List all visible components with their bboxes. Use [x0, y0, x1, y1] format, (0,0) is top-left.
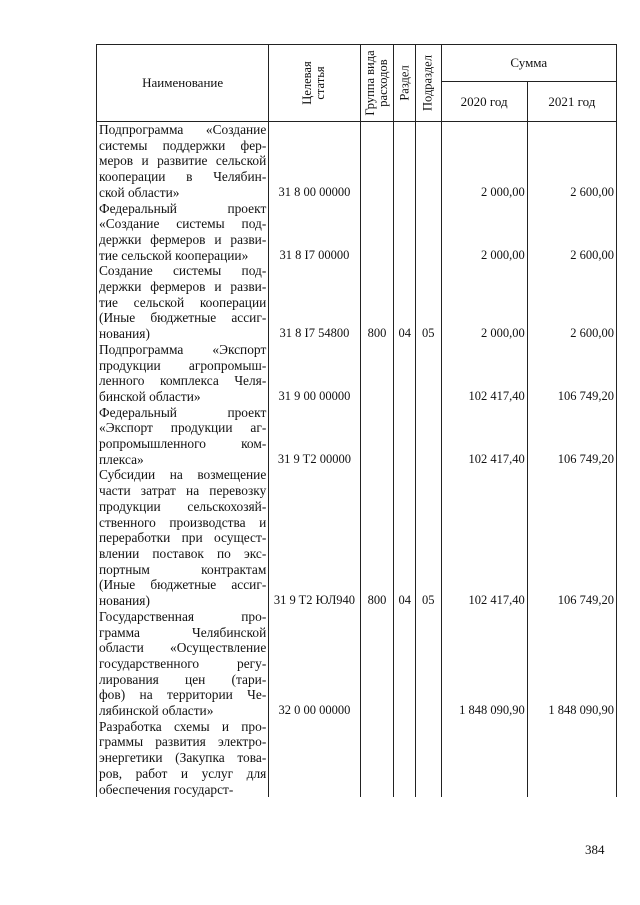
header-subsection: Подраздел: [415, 45, 441, 122]
table-row: [97, 342, 617, 405]
row-target-article: 32 0 00 00000: [269, 609, 360, 719]
header-year-2020: 2020 год: [441, 82, 527, 122]
table-header: [97, 45, 617, 122]
row-name: [97, 405, 269, 468]
row-name-line: Подпрограмма «Создание: [99, 122, 267, 137]
row-name-line: держки фермеров и разви-: [99, 279, 267, 295]
row-name-line: переработки при осущест-: [99, 530, 267, 546]
row-expense-group: [360, 201, 394, 264]
row-name-line: грамма Челябинской: [99, 624, 267, 640]
header-sum: Сумма: [441, 45, 616, 82]
row-subsection: [415, 609, 441, 719]
row-section: [394, 405, 416, 468]
row-name-line: Подпрограмма «Экспорт: [99, 341, 267, 357]
row-name-line: меров и развитие сельской: [99, 153, 267, 169]
row-name-line: тие сельской кооперации»: [99, 247, 249, 263]
row-target-article: 31 8 I7 00000: [269, 201, 360, 264]
row-section: 04: [394, 467, 416, 608]
row-name-line: «Создание системы под-: [99, 216, 267, 232]
header-expense-group: Группа вида расходов: [360, 45, 394, 122]
row-expense-group: [360, 122, 394, 201]
row-sum-2020: 2 000,00: [441, 201, 527, 264]
row-target-article: 31 8 I7 54800: [269, 263, 360, 342]
row-sum-2021: 2 600,00: [527, 263, 616, 342]
row-target-article: [269, 719, 360, 798]
row-name: [97, 263, 269, 342]
row-expense-group: [360, 609, 394, 719]
row-section: [394, 122, 416, 201]
row-section: [394, 342, 416, 405]
row-name-line: портным контрактам: [99, 561, 267, 577]
row-sum-2020: 102 417,40: [441, 467, 527, 608]
row-subsection: [415, 719, 441, 798]
row-sum-2021: [527, 719, 616, 798]
table-row: [97, 122, 617, 201]
row-name-line: Федеральный проект: [99, 200, 267, 216]
row-sum-2020: 2 000,00: [441, 122, 527, 201]
row-name-line: держки фермеров и разви-: [99, 231, 267, 247]
row-expense-group: 800: [360, 263, 394, 342]
row-name-line: фов) на территории Че-: [99, 687, 267, 703]
row-sum-2021: 2 600,00: [527, 201, 616, 264]
row-name: [97, 609, 269, 719]
row-subsection: [415, 405, 441, 468]
row-sum-2020: 1 848 090,90: [441, 609, 527, 719]
header-section: Раздел: [394, 45, 416, 122]
row-target-article: 31 8 00 00000: [269, 122, 360, 201]
row-sum-2021: 106 749,20: [527, 405, 616, 468]
row-name-line: части затрат на перевозку: [99, 483, 267, 499]
row-name-line: (Иные бюджетные ассиг-: [99, 310, 267, 326]
row-name-line: лирования цен (тари-: [99, 671, 267, 687]
header-year-2021: 2021 год: [527, 82, 616, 122]
row-name-line: ственного производства и: [99, 514, 267, 530]
row-name-line: бинской области»: [99, 388, 201, 404]
row-name-line: обеспечения государст-: [99, 781, 234, 797]
row-name-line: Государственная про-: [99, 608, 267, 624]
row-section: [394, 719, 416, 798]
row-name-line: продукции сельскохозяй-: [99, 498, 267, 514]
row-subsection: [415, 122, 441, 201]
row-section: 04: [394, 263, 416, 342]
row-sum-2021: 1 848 090,90: [527, 609, 616, 719]
row-name-line: тие сельской кооперации: [99, 294, 267, 310]
row-sum-2020: [441, 719, 527, 798]
page-number: 384: [585, 842, 605, 857]
header-target-article: Целевая статья: [269, 45, 360, 122]
row-target-article: 31 9 T2 ЮЛ940: [269, 467, 360, 608]
row-sum-2020: 102 417,40: [441, 342, 527, 405]
row-name: [97, 467, 269, 608]
table-row: [97, 719, 617, 798]
row-subsection: 05: [415, 263, 441, 342]
row-sum-2020: 2 000,00: [441, 263, 527, 342]
table-body: [97, 122, 617, 798]
row-expense-group: 800: [360, 467, 394, 608]
row-expense-group: [360, 719, 394, 798]
row-name-line: кооперации в Челябин-: [99, 169, 267, 185]
row-name-line: ленного комплекса Челя-: [99, 373, 267, 389]
table-row: [97, 609, 617, 719]
row-name-line: Разработка схемы и про-: [99, 718, 267, 734]
row-target-article: 31 9 00 00000: [269, 342, 360, 405]
row-name-line: продукции агропромыш-: [99, 357, 267, 373]
row-name-line: энергетики (Закупка това-: [99, 750, 267, 766]
row-name-line: влении поставок по экс-: [99, 545, 267, 561]
row-sum-2020: 102 417,40: [441, 405, 527, 468]
budget-table: [96, 44, 617, 797]
row-name-line: Федеральный проект: [99, 404, 267, 420]
row-name-line: ров, работ и услуг для: [99, 765, 267, 781]
table-row: [97, 405, 617, 468]
table-row: [97, 201, 617, 264]
row-name: [97, 201, 269, 264]
row-name-line: государственного регу-: [99, 655, 267, 671]
row-sum-2021: 106 749,20: [527, 467, 616, 608]
row-name-line: области «Осуществление: [99, 640, 267, 656]
row-section: [394, 609, 416, 719]
row-target-article: 31 9 T2 00000: [269, 405, 360, 468]
row-name-line: граммы развития электро-: [99, 734, 267, 750]
row-subsection: [415, 201, 441, 264]
row-name-line: (Иные бюджетные ассиг-: [99, 577, 267, 593]
row-sum-2021: 2 600,00: [527, 122, 616, 201]
row-name-line: Субсидии на возмещение: [99, 467, 267, 483]
row-name-line: системы поддержки фер-: [99, 137, 267, 153]
row-name: [97, 719, 269, 798]
row-name-line: «Экспорт продукции аг-: [99, 420, 267, 436]
table-row: [97, 467, 617, 608]
row-name-line: нования): [99, 593, 150, 609]
row-name-line: плекса»: [99, 451, 144, 467]
row-sum-2021: 106 749,20: [527, 342, 616, 405]
row-name-line: лябинской области»: [99, 703, 214, 719]
row-expense-group: [360, 342, 394, 405]
row-name-line: Создание системы под-: [99, 263, 267, 279]
row-expense-group: [360, 405, 394, 468]
row-name-line: ропромышленного ком-: [99, 436, 267, 452]
table-row: [97, 263, 617, 342]
row-section: [394, 201, 416, 264]
row-subsection: [415, 342, 441, 405]
row-name-line: нования): [99, 326, 150, 342]
row-subsection: 05: [415, 467, 441, 608]
row-name: [97, 342, 269, 405]
row-name: [97, 122, 269, 201]
header-name: Наименование: [97, 45, 269, 122]
row-name-line: ской области»: [99, 184, 180, 200]
